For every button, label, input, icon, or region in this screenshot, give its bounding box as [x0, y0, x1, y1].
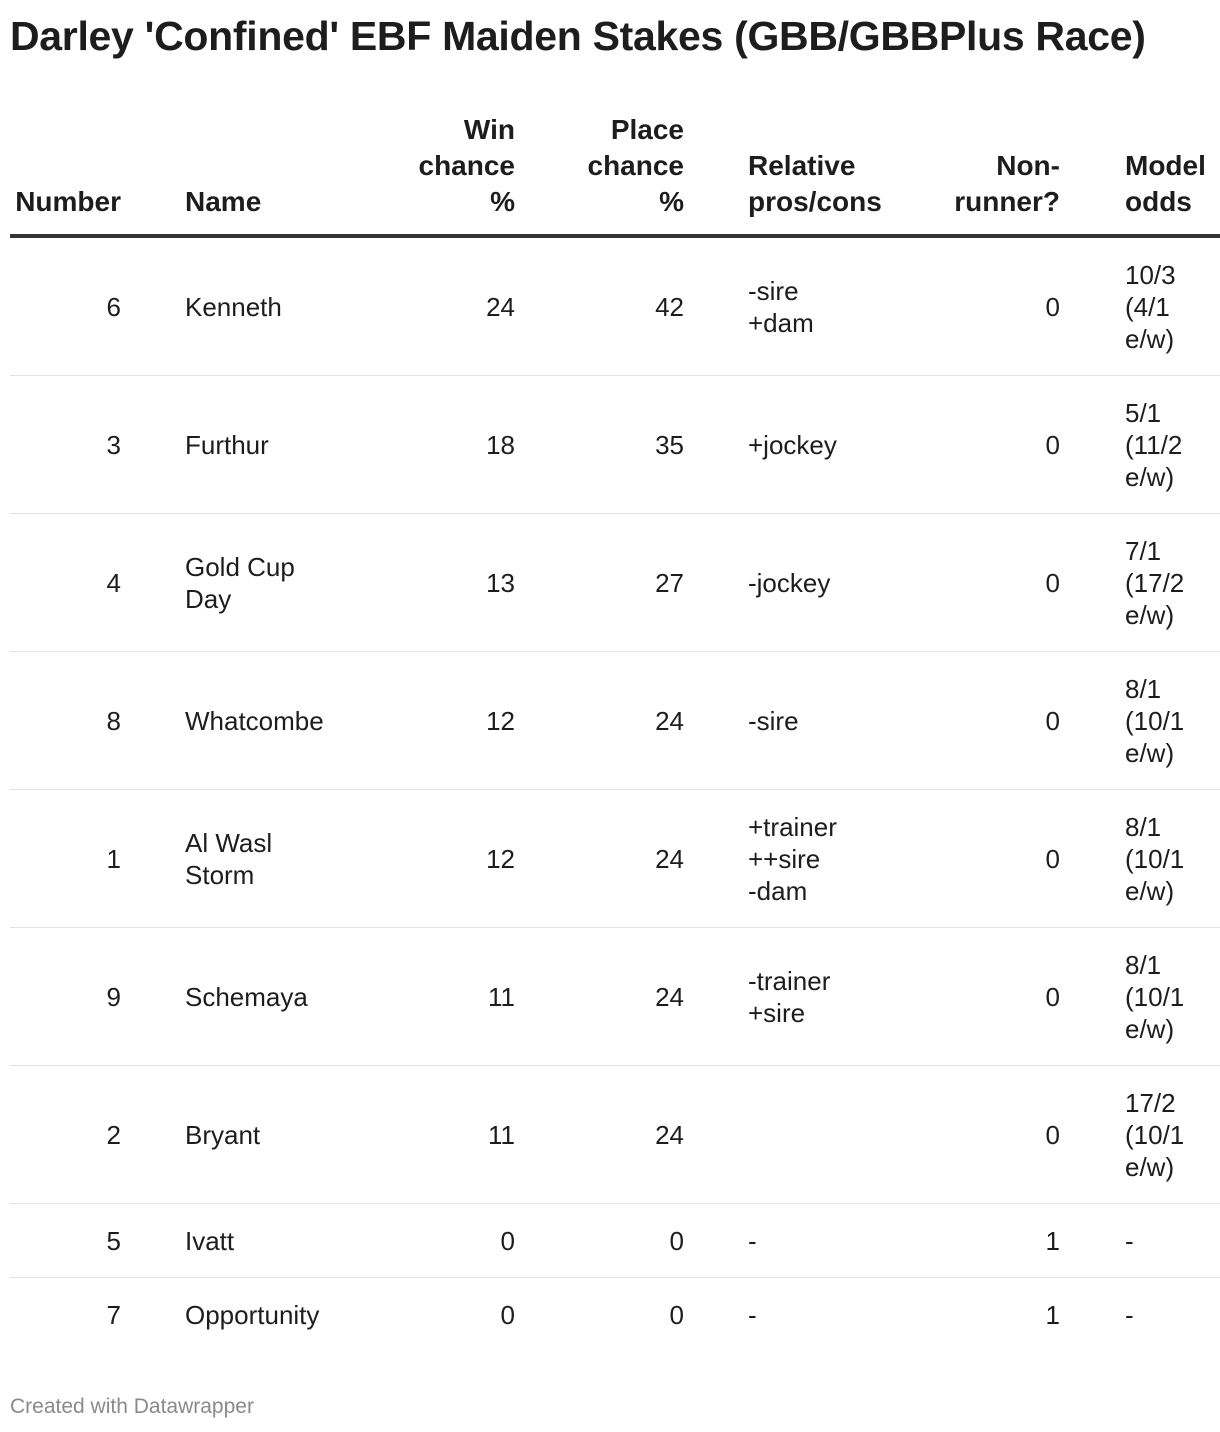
cell-model-odds: 17/2 (10/1 e/w)	[1060, 1066, 1220, 1204]
table-body	[10, 236, 1220, 1351]
cell-number: 5	[10, 1204, 185, 1278]
cell-win-chance: 0	[500, 1299, 515, 1330]
cell-number: 4	[10, 514, 185, 652]
cell-place-chance: 42	[515, 236, 684, 376]
cell-win-chance: 0	[365, 1204, 515, 1278]
cell-model-odds: 8/1 (10/1 e/w)	[1060, 652, 1220, 790]
cell-number: 7	[106, 1299, 121, 1330]
table-row	[10, 1278, 1220, 1352]
cell-number: 1	[10, 790, 185, 928]
table-row	[10, 790, 1220, 928]
cell-number: 8	[10, 652, 185, 790]
cell-model-odds: 8/1 (10/1 e/w)	[1060, 928, 1220, 1066]
cell-non-runner: 0	[948, 1066, 1060, 1204]
cell-number: 3	[10, 376, 185, 514]
cell-number: 2	[10, 1066, 185, 1204]
cell-place-chance: 35	[515, 376, 684, 514]
cell-place-chance: 24	[515, 652, 684, 790]
cell-name: Ivatt	[185, 1204, 365, 1278]
header-number[interactable]: Number	[10, 112, 185, 236]
cell-model-odds: 7/1 (17/2 e/w)	[1060, 514, 1220, 652]
cell-model-odds: 5/1 (11/2 e/w)	[1060, 376, 1220, 514]
cell-non-runner: 0	[948, 376, 1060, 514]
race-table	[10, 112, 1220, 1351]
table-row	[10, 652, 1220, 790]
cell-pros-cons: -	[748, 1299, 757, 1330]
cell-non-runner: 0	[948, 928, 1060, 1066]
cell-place-chance: 24	[515, 1066, 684, 1204]
cell-pros-cons	[684, 1066, 948, 1204]
cell-win-chance: 12	[365, 652, 515, 790]
cell-pros-cons: -	[684, 1204, 948, 1278]
cell-non-runner: 1	[1045, 1299, 1060, 1330]
cell-pros-cons: +jockey	[684, 376, 948, 514]
cell-number: 9	[10, 928, 185, 1066]
cell-model-odds: -	[1060, 1204, 1220, 1278]
cell-non-runner: 0	[948, 790, 1060, 928]
cell-non-runner: 0	[948, 514, 1060, 652]
header-non-runner[interactable]: Non- runner?	[948, 112, 1060, 236]
cell-pros-cons: -sire	[684, 652, 948, 790]
table-row	[10, 514, 1220, 652]
cell-name: Whatcombe	[185, 652, 365, 790]
cell-place-chance: 24	[515, 790, 684, 928]
cell-name: Gold Cup Day	[185, 514, 365, 652]
cell-win-chance: 13	[365, 514, 515, 652]
table-row	[10, 236, 1220, 376]
cell-win-chance: 11	[365, 928, 515, 1066]
table-header-row	[10, 112, 1220, 236]
cell-win-chance: 18	[365, 376, 515, 514]
cell-pros-cons: -trainer +sire	[684, 928, 948, 1066]
header-name[interactable]: Name	[185, 112, 365, 236]
cell-model-odds: -	[1125, 1299, 1134, 1330]
cell-pros-cons: +trainer ++sire -dam	[684, 790, 948, 928]
cell-non-runner: 0	[948, 652, 1060, 790]
cell-pros-cons: -jockey	[684, 514, 948, 652]
cell-name: Schemaya	[185, 928, 365, 1066]
cell-name: Al Wasl Storm	[185, 790, 365, 928]
header-place-chance[interactable]: Place chance %	[515, 112, 684, 236]
cell-name: Bryant	[185, 1066, 365, 1204]
footer-credit: Created with Datawrapper	[10, 1395, 254, 1418]
cell-place-chance: 24	[515, 928, 684, 1066]
table-row	[10, 1066, 1220, 1204]
header-pros-cons[interactable]: Relative pros/cons	[684, 112, 948, 236]
cell-name: Kenneth	[185, 236, 365, 376]
cell-place-chance: 27	[515, 514, 684, 652]
header-model-odds[interactable]: Model odds	[1060, 112, 1220, 236]
cell-name: Furthur	[185, 376, 365, 514]
chart-title: Darley 'Confined' EBF Maiden Stakes (GBB/GBBPlus Race)	[10, 13, 1146, 59]
cell-win-chance: 12	[365, 790, 515, 928]
cell-name: Opportunity	[185, 1299, 320, 1330]
header-win-chance[interactable]: Win chance %	[365, 112, 515, 236]
cell-place-chance: 0	[669, 1299, 684, 1330]
cell-win-chance: 24	[365, 236, 515, 376]
cell-model-odds: 10/3 (4/1 e/w)	[1060, 236, 1220, 376]
cell-place-chance: 0	[515, 1204, 684, 1278]
cell-win-chance: 11	[365, 1066, 515, 1204]
cell-number: 6	[10, 236, 185, 376]
cell-non-runner: 1	[948, 1204, 1060, 1278]
table-row	[10, 1204, 1220, 1278]
cell-model-odds: 8/1 (10/1 e/w)	[1060, 790, 1220, 928]
table-row	[10, 376, 1220, 514]
cell-pros-cons: -sire +dam	[684, 236, 948, 376]
table-row	[10, 928, 1220, 1066]
cell-non-runner: 0	[948, 236, 1060, 376]
